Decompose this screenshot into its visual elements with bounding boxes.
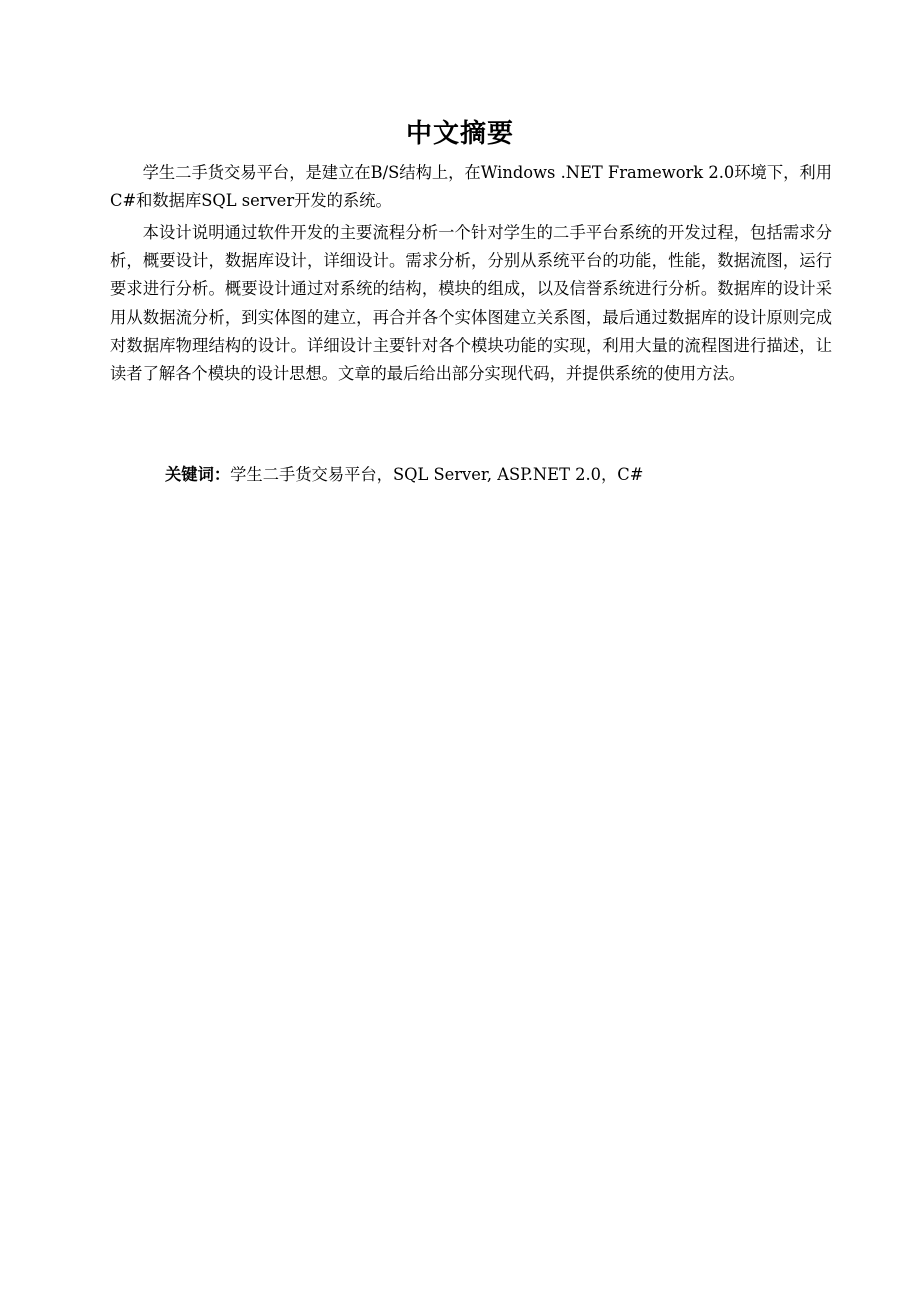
abstract-paragraph-1: 学生二手货交易平台，是建立在B/S结构上，在Windows .NET Framework 2.0环境下，利用C#和数据库SQL server开发的系统。 (110, 163, 832, 211)
abstract-paragraph-2: 本设计说明通过软件开发的主要流程分析一个针对学生的二手平台系统的开发过程，包括需求分析，概要设计，数据库设计，详细设计。需求分析，分别从系统平台的功能，性能，数据流图，运行要求进行分析。概要设计通过对系统的结构，模块的组成，以及信誉系统进行分析。数据库的设计采用从数据流分析，到实体图的建立，再合并各个实体图建立关系图，最后通过数据库的设计原则完成对数据库物理结构的设计。详细设计主要针对各个模块功能的实现，利用大量的流程图进行描述，让读者了解各个模块的设计思想。文章的最后给出部分实现代码，并提供系统的使用方法。 (110, 223, 832, 384)
page-title: 中文摘要 (405, 119, 514, 149)
keywords-line (165, 461, 832, 489)
keywords-label: 关键词： (165, 465, 231, 484)
keywords-value: 学生二手货交易平台，SQL Server, ASP.NET 2.0，C# (230, 465, 644, 484)
